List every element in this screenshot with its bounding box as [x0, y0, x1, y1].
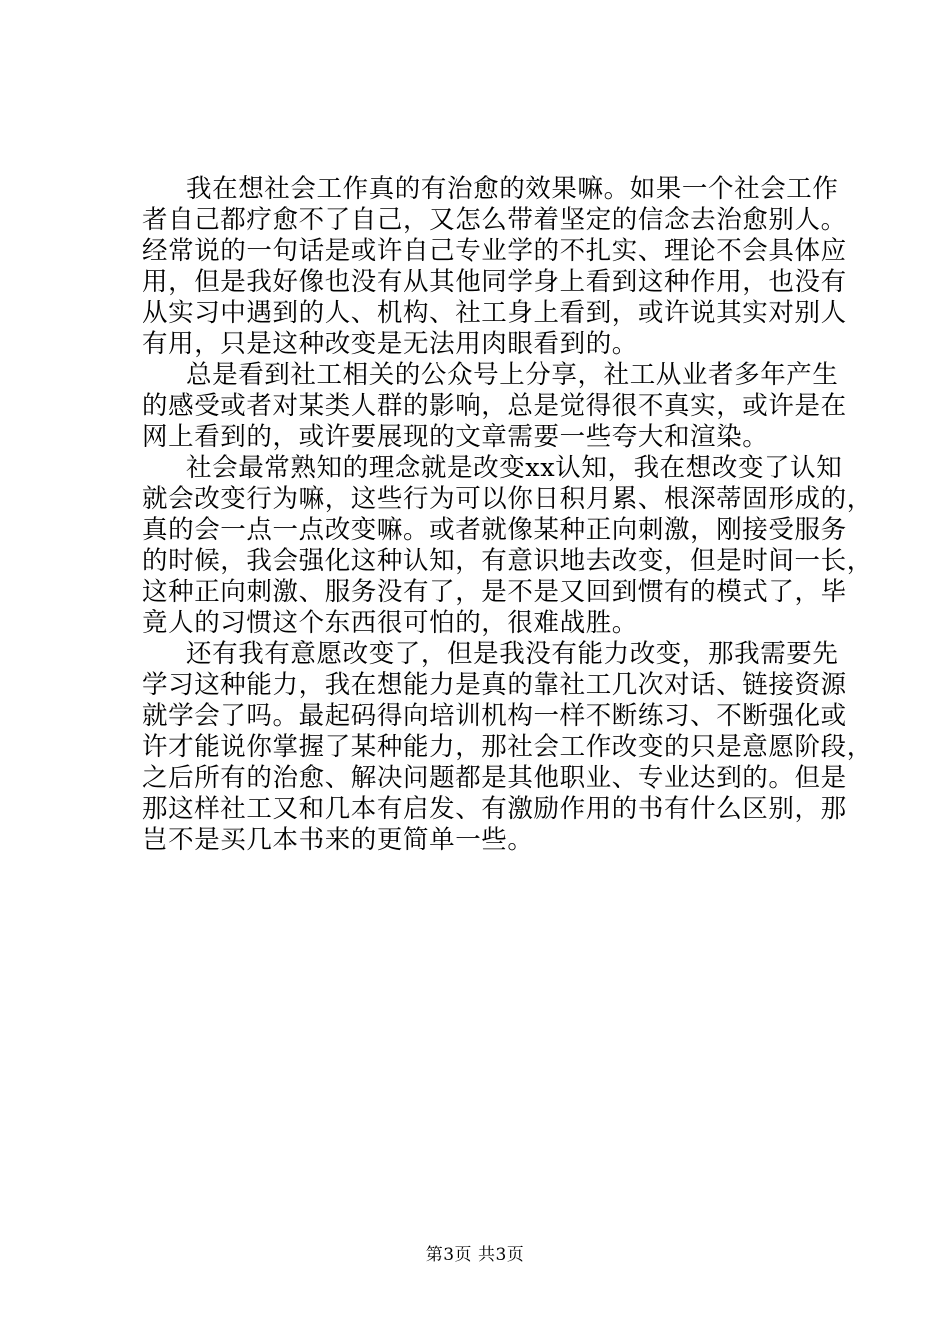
text-line: 真的会一点一点改变嘛。或者就像某种正向刺激，刚接受服务: [142, 515, 847, 545]
paragraph-2: [142, 360, 847, 453]
text-line: 许才能说你掌握了某种能力，那社会工作改变的只是意愿阶段，: [142, 732, 873, 762]
text-line: 网上看到的，或许要展现的文章需要一些夸大和渲染。: [142, 422, 769, 452]
text-line: 学习这种能力，我在想能力是真的靠社工几次对话、链接资源: [142, 670, 847, 700]
text-line: 有用，只是这种改变是无法用肉眼看到的。: [142, 329, 638, 359]
text-line: 这种正向刺激、服务没有了，是不是又回到惯有的模式了，毕: [142, 577, 847, 607]
text-line: 岂不是买几本书来的更简单一些。: [142, 825, 534, 855]
text-line: 经常说的一句话是或许自己专业学的不扎实、理论不会具体应: [142, 236, 847, 266]
paragraph-3: [142, 453, 873, 639]
text-line: 还有我有意愿改变了，但是我没有能力改变，那我需要先: [186, 639, 839, 669]
text-line: 就学会了吗。最起码得向培训机构一样不断练习、不断强化或: [142, 701, 847, 731]
text-line: 的感受或者对某类人群的影响，总是觉得很不真实，或许是在: [142, 391, 847, 421]
paragraph-4: [142, 639, 873, 856]
text-line: 从实习中遇到的人、机构、社工身上看到，或许说其实对别人: [142, 298, 847, 328]
text-line: 那这样社工又和几本有启发、有激励作用的书有什么区别，那: [142, 794, 847, 824]
text-line: 竟人的习惯这个东西很可怕的，很难战胜。: [142, 608, 638, 638]
text-line: 总是看到社工相关的公众号上分享，社工从业者多年产生: [186, 360, 839, 390]
text-line: 者自己都疗愈不了自己，又怎么带着坚定的信念去治愈别人。: [142, 205, 847, 235]
text-line: 之后所有的治愈、解决问题都是其他职业、专业达到的。但是: [142, 763, 847, 793]
text-line: 社会最常熟知的理念就是改变xx认知，我在想改变了认知: [186, 453, 843, 483]
text-line: 就会改变行为嘛，这些行为可以你日积月累、根深蒂固形成的，: [142, 484, 873, 514]
text-line: 用，但是我好像也没有从其他同学身上看到这种作用，也没有: [142, 267, 847, 297]
text-line: 我在想社会工作真的有治愈的效果嘛。如果一个社会工作: [186, 174, 839, 204]
page-number-footer: 第3页 共3页: [425, 1245, 525, 1265]
body-text: [142, 174, 873, 856]
paragraph-1: [142, 174, 847, 360]
text-line: 的时候，我会强化这种认知，有意识地去改变，但是时间一长，: [142, 546, 873, 576]
